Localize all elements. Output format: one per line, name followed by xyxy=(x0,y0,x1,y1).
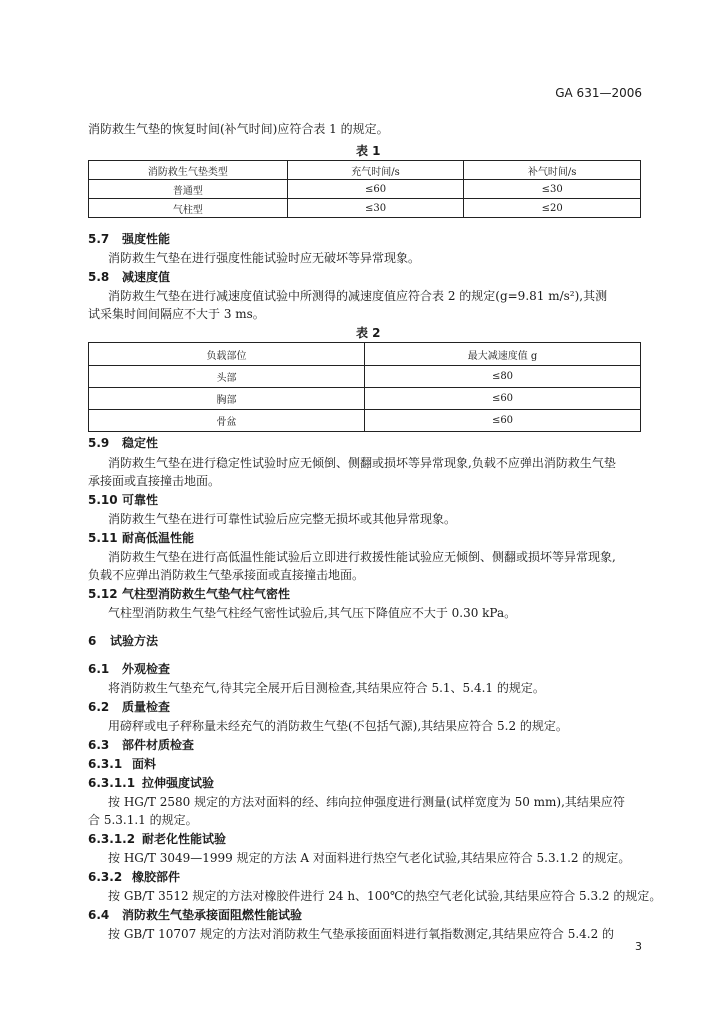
table1 xyxy=(88,160,641,218)
section-6-3-1-2-heading xyxy=(88,830,226,848)
section-6-4-text: 按 GB/T 10707 规定的方法对消防救生气垫承接面面料进行氧指数测定,其结果应符合 5.4.2 的 xyxy=(108,927,615,941)
table-header-row xyxy=(89,161,641,180)
table-header-cell: 负载部位 xyxy=(89,343,365,366)
section-number: 6.3.2 xyxy=(88,870,123,884)
section-6-1-heading xyxy=(88,660,170,678)
section-5-10-heading xyxy=(88,491,158,509)
section-6-3-1-2-text: 按 HG/T 3049—1999 规定的方法 A 对面料进行热空气老化试验,其结果应符合 5.3.1.2 的规定。 xyxy=(108,851,631,865)
section-5-7-text: 消防救生气垫在进行强度性能试验时应无破坏等异常现象。 xyxy=(108,251,421,265)
section-number: 6.4 xyxy=(88,908,110,922)
intro-text: 消防救生气垫的恢复时间(补气时间)应符合表 1 的规定。 xyxy=(88,122,389,136)
document-code: GA 631—2006 xyxy=(555,86,642,100)
page-number: 3 xyxy=(635,940,642,953)
section-6-1-text: 将消防救生气垫充气,待其完全展开后目测检查,其结果应符合 5.1、5.4.1 的规定。 xyxy=(108,681,545,695)
table-header-row xyxy=(89,343,641,366)
table2 xyxy=(88,342,641,432)
section-number: 5.11 xyxy=(88,531,118,545)
section-5-11-text: 消防救生气垫在进行高低温性能试验后立即进行救援性能试验应无倾倒、侧翻或损坏等异常现象, xyxy=(108,550,616,564)
table-cell: ≤20 xyxy=(464,199,641,218)
table-header-cell: 消防救生气垫类型 xyxy=(89,161,288,180)
section-number: 6 xyxy=(88,634,97,648)
table-cell: ≤30 xyxy=(287,199,464,218)
section-6-3-1-1-heading xyxy=(88,774,214,792)
table-cell: 骨盆 xyxy=(89,410,365,432)
section-5-8-text-cont: 试采集时间间隔应不大于 3 ms。 xyxy=(88,307,265,321)
section-number: 5.12 xyxy=(88,587,118,601)
section-6-3-1-1-text-cont: 合 5.3.1.1 的规定。 xyxy=(88,813,198,827)
table-cell: 普通型 xyxy=(89,180,288,199)
section-6-3-heading xyxy=(88,736,194,754)
table-cell: 胸部 xyxy=(89,388,365,410)
table-header-cell: 充气时间/s xyxy=(287,161,464,180)
section-6-3-1-heading xyxy=(88,755,156,773)
section-number: 6.3.1 xyxy=(88,757,123,771)
section-title: 强度性能 xyxy=(122,232,171,246)
section-number: 5.10 xyxy=(88,493,118,507)
section-title: 气柱型消防救生气垫气柱气密性 xyxy=(122,587,291,601)
section-5-9-text: 消防救生气垫在进行稳定性试验时应无倾倒、侧翻或损坏等异常现象,负载不应弹出消防救生气垫 xyxy=(108,456,616,470)
table-cell: ≤60 xyxy=(287,180,464,199)
section-5-11-text-cont: 负载不应弹出消防救生气垫承接面或直接撞击地面。 xyxy=(88,568,365,582)
section-title: 消防救生气垫承接面阻燃性能试验 xyxy=(122,908,303,922)
table-cell: 气柱型 xyxy=(89,199,288,218)
section-number: 6.2 xyxy=(88,700,110,714)
table1-caption: 表 1 xyxy=(356,144,381,158)
section-6-2-heading xyxy=(88,698,170,716)
table-header-cell: 最大减速度值 g xyxy=(365,343,641,366)
section-5-10-text: 消防救生气垫在进行可靠性试验后应完整无损坏或其他异常现象。 xyxy=(108,512,457,526)
section-number: 6.1 xyxy=(88,662,110,676)
section-title: 试验方法 xyxy=(110,634,159,648)
table-cell: ≤60 xyxy=(365,388,641,410)
table-cell: ≤30 xyxy=(464,180,641,199)
section-6-3-2-heading xyxy=(88,868,180,886)
section-6-4-heading xyxy=(88,906,302,924)
table-cell: 头部 xyxy=(89,366,365,388)
section-5-8-text: 消防救生气垫在进行减速度值试验中所测得的减速度值应符合表 2 的规定(g=9.81 m/s²),其测 xyxy=(108,289,608,303)
table-cell: ≤60 xyxy=(365,410,641,432)
table2-caption: 表 2 xyxy=(356,326,381,340)
section-title: 可靠性 xyxy=(122,493,159,507)
section-number: 6.3.1.2 xyxy=(88,832,136,846)
section-number: 6.3.1.1 xyxy=(88,776,136,790)
section-6-heading xyxy=(88,632,158,650)
table-row xyxy=(89,410,641,432)
section-title: 橡胶部件 xyxy=(132,870,181,884)
table-cell: ≤80 xyxy=(365,366,641,388)
section-title: 减速度值 xyxy=(122,270,171,284)
section-title: 稳定性 xyxy=(122,436,159,450)
section-title: 外观检查 xyxy=(122,662,171,676)
section-6-3-2-text: 按 GB/T 3512 规定的方法对橡胶件进行 24 h、100℃的热空气老化试验,其结果应符合 5.3.2 的规定。 xyxy=(108,889,662,903)
section-5-9-heading xyxy=(88,434,158,452)
section-number: 5.7 xyxy=(88,232,110,246)
section-5-7-heading xyxy=(88,230,170,248)
section-6-3-1-1-text: 按 HG/T 2580 规定的方法对面料的经、纬向拉伸强度进行测量(试样宽度为 50 mm),其结果应符 xyxy=(108,795,625,809)
table-row xyxy=(89,366,641,388)
table-row xyxy=(89,180,641,199)
section-5-9-text-cont: 承接面或直接撞击地面。 xyxy=(88,474,221,488)
section-5-11-heading xyxy=(88,529,194,547)
section-title: 面料 xyxy=(132,757,157,771)
section-5-12-heading xyxy=(88,585,290,603)
table-row xyxy=(89,388,641,410)
section-5-12-text: 气柱型消防救生气垫气柱经气密性试验后,其气压下降值应不大于 0.30 kPa。 xyxy=(108,606,517,620)
section-number: 5.9 xyxy=(88,436,110,450)
section-6-2-text: 用磅秤或电子秤称量未经充气的消防救生气垫(不包括气源),其结果应符合 5.2 的规定。 xyxy=(108,719,568,733)
section-number: 5.8 xyxy=(88,270,110,284)
table-row xyxy=(89,199,641,218)
section-5-8-heading xyxy=(88,268,170,286)
section-title: 部件材质检查 xyxy=(122,738,195,752)
section-title: 质量检查 xyxy=(122,700,171,714)
table-header-cell: 补气时间/s xyxy=(464,161,641,180)
section-title: 耐高低温性能 xyxy=(122,531,195,545)
section-number: 6.3 xyxy=(88,738,110,752)
section-title: 拉伸强度试验 xyxy=(142,776,215,790)
section-title: 耐老化性能试验 xyxy=(142,832,227,846)
